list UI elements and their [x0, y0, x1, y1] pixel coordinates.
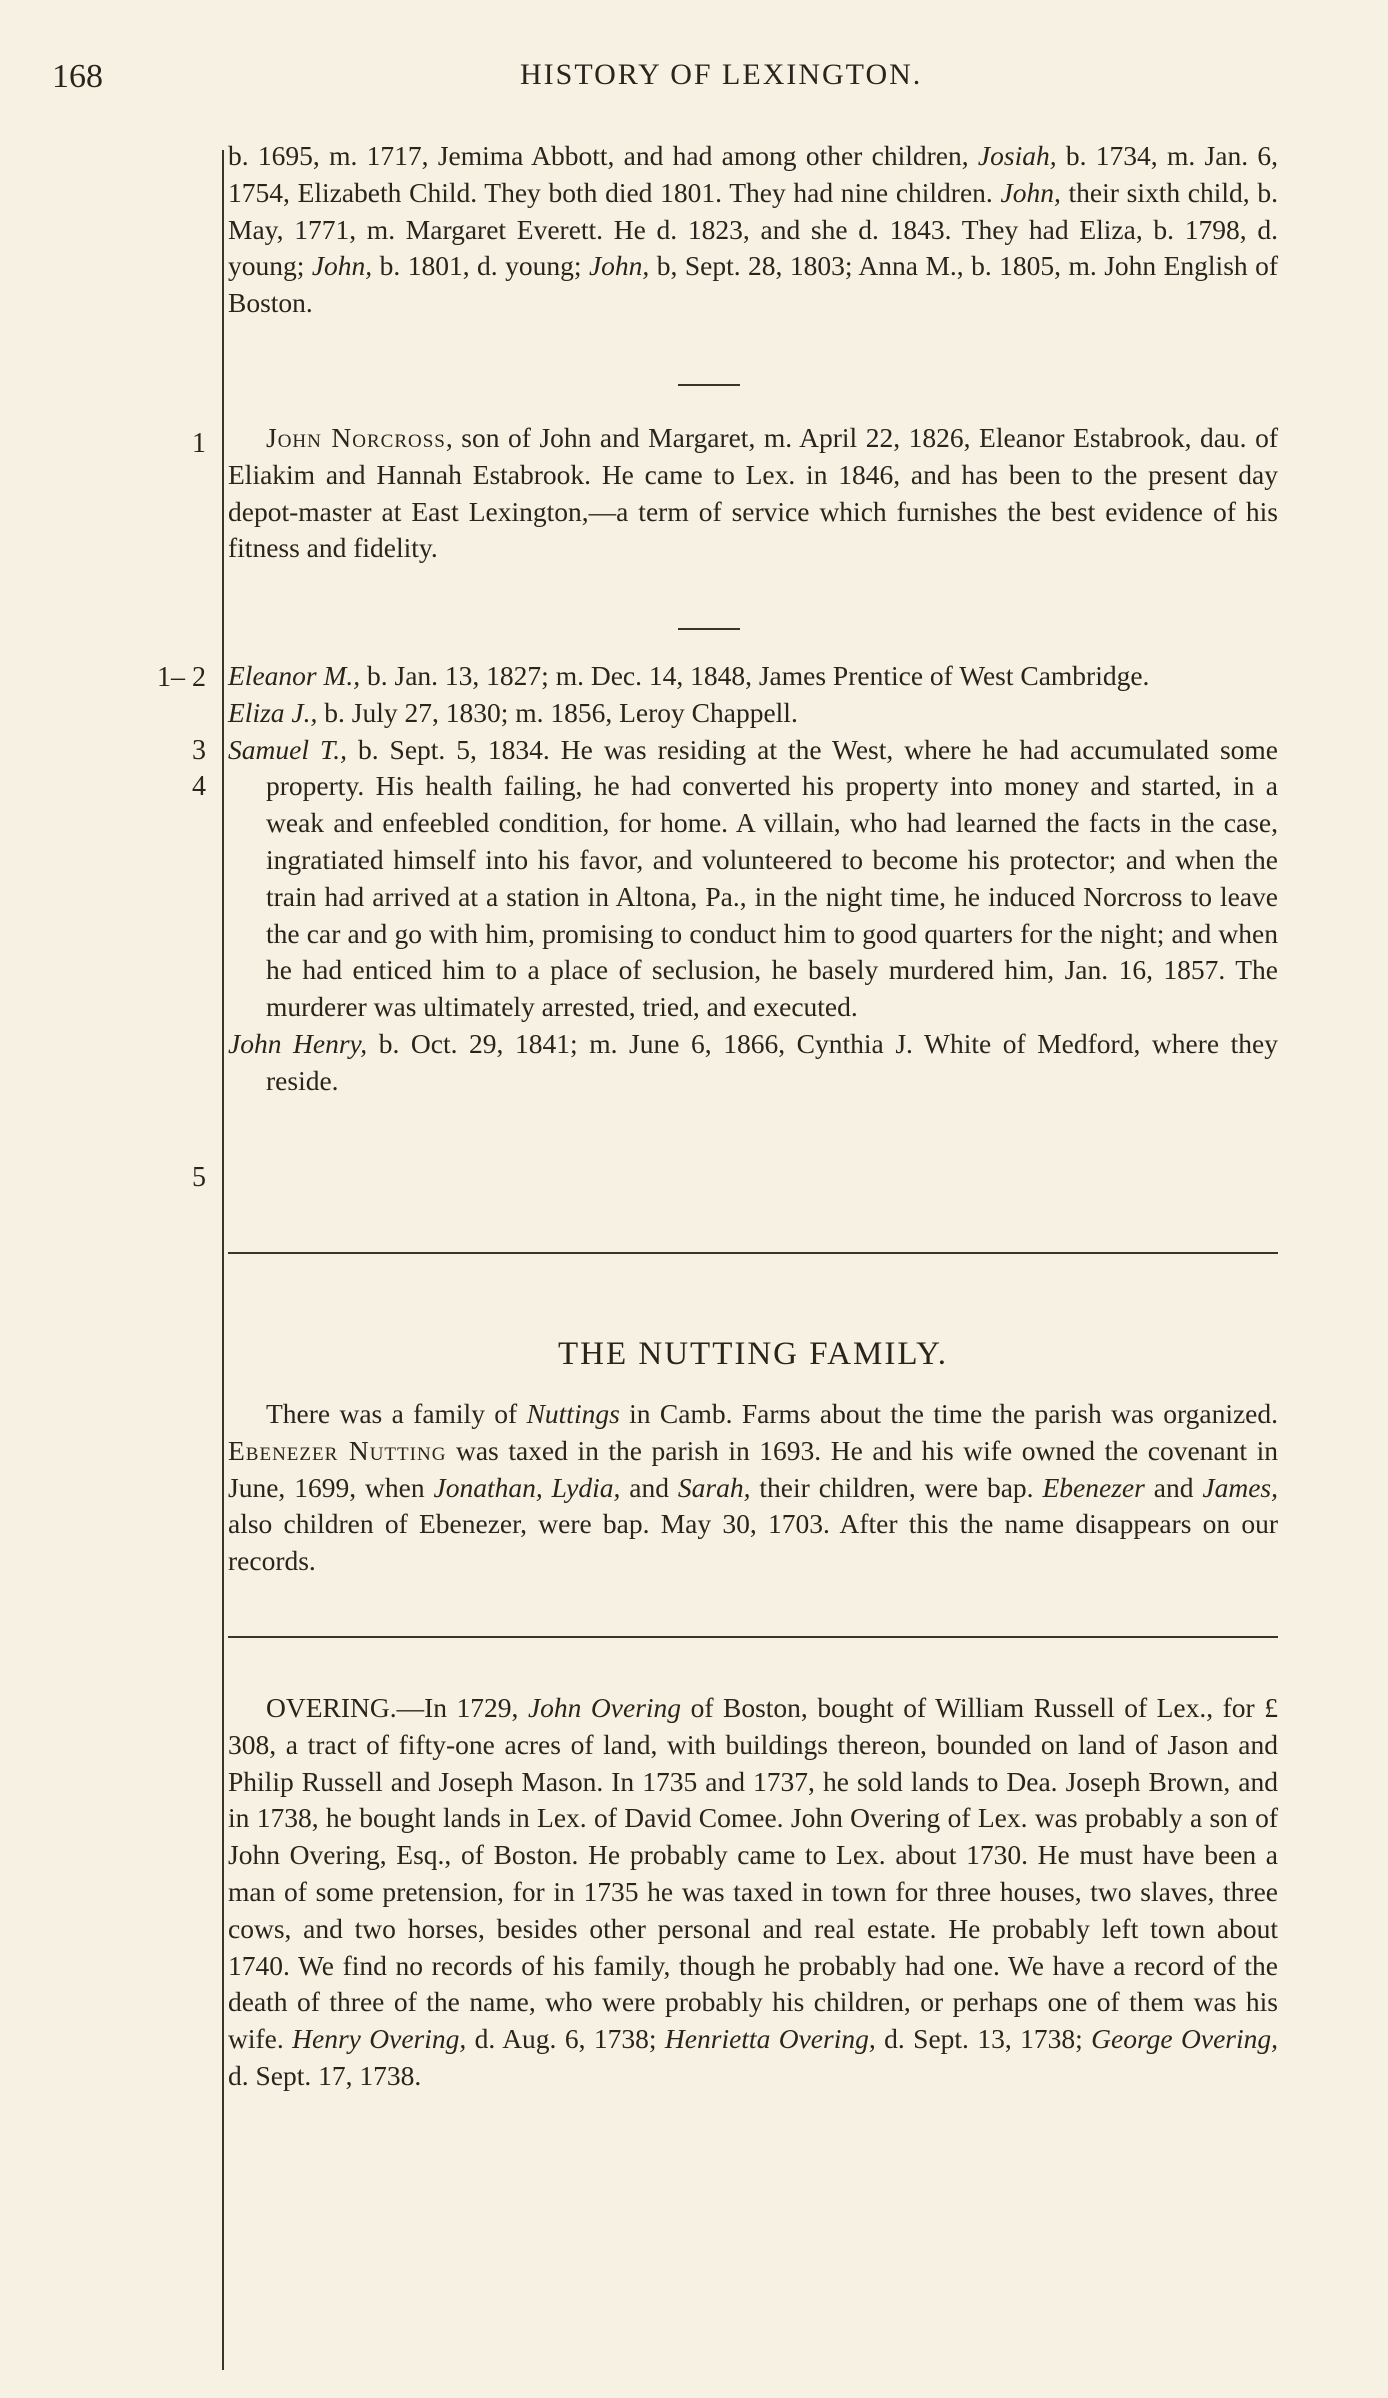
child-entry: Eliza J., b. July 27, 1830; m. 1856, Leroy Chappell. — [228, 696, 798, 728]
running-title: HISTORY OF LEXINGTON. — [520, 58, 923, 91]
gen-marker: 5 — [192, 1162, 206, 1193]
section-divider — [678, 384, 740, 386]
overing-paragraph: OVERING.—In 1729, John Overing of Boston, bought of William Russell of Lex., for £ 308, a tract of fifty-one acres of land, with buildings thereon, bounded on land of Jason and Philip Russell and Joseph Mason. In 1735 and 1737, he sold lands to Dea. Joseph Brown, and in 1738, he bought lands in Lex. of David Comee. John Overing of Lex. was probably a son of John Overing, Esq., of Boston. He probably came to Lex. about 1730. He must have been a man of some pretension, for in 1735 he was taxed in town for three houses, two slaves, three cows, and two horses, besides other personal and real estate. He probably left town about 1740. We find no records of his family, though he probably had one. We have a record of the death of three of the name, who were probably his children, or perhaps one of them was his wife. Henry Overing, d. Aug. 6, 1738; Henrietta Overing, d. Sept. 13, 1738; George Overing, d. Sept. 17, 1738. — [228, 1692, 1279, 2091]
section-lead: OVERING. — [266, 1692, 397, 1723]
child-entry: Samuel T., b. Sept. 5, 1834. He was residing at the West, where he had accumulated some property. His health failing, he had converted his property into money and started, in a weak and enfeebled condition, for home. A villain, who had learned the facts in the case, ingratiated himself into his favor, and volunteered to become his protector; and when the train had arrived at a station in Altona, Pa., in the night time, he induced Norcross to leave the car and go with him, promising to conduct him to good quarters for the night; and when he had enticed him to a place of seclusion, he basely murdered him, Jan. 16, 1857. The murderer was ultimately arrested, tried, and executed. — [228, 733, 1278, 1023]
gen-marker: 3 — [192, 735, 206, 766]
page-number: 168 — [52, 58, 103, 95]
children-list — [228, 658, 1278, 1100]
gen-marker: 4 — [192, 771, 206, 802]
norcross-paragraph: John Norcross, son of John and Margaret, m. April 22, 1826, Eleanor Estabrook, dau. of Eliakim and Hannah Estabrook. He came to Lex. in 1846, and has been to the present day depot-master at East Lexington,—a term of service which furnishes the best evidence of his fitness and fidelity. — [228, 422, 1278, 564]
section-divider — [228, 1636, 1278, 1638]
gen-marker: 1– 2 — [157, 662, 206, 693]
child-entry: John Henry, b. Oct. 29, 1841; m. June 6, 1866, Cynthia J. White of Medford, where they reside. — [228, 1027, 1279, 1096]
margin-rule — [222, 150, 224, 2370]
section-heading: THE NUTTING FAMILY. — [557, 1336, 949, 1372]
intro-paragraph: b. 1695, m. 1717, Jemima Abbott, and had among other children, Josiah, b. 1734, m. Jan. 6, 1754, Elizabeth Child. They both died 1801. They had nine children. John, their sixth child, b. May, 1771, m. Margaret Everett. He d. 1823, and she d. 1843. They had Eliza, b. 1798, d. young; John, b. 1801, d. young; John, b, Sept. 28, 1803; Anna M., b. 1805, m. John English of Boston. — [228, 140, 1279, 319]
section-divider — [228, 1252, 1278, 1254]
gen-marker: 1 — [192, 428, 206, 459]
section-divider — [678, 628, 740, 630]
person-name: John Norcross — [266, 422, 446, 453]
child-entry: Eleanor M., b. Jan. 13, 1827; m. Dec. 14, 1848, James Prentice of West Cambridge. — [228, 660, 1150, 691]
nutting-paragraph: There was a family of Nuttings in Camb. Farms about the time the parish was organized. Ebenezer Nutting was taxed in the parish in 1693. He and his wife owned the covenant in June, 1699, when Jonathan, Lydia, and Sarah, their children, were bap. Ebenezer and James, also children of Ebenezer, were bap. May 30, 1703. After this the name disappears on our records. — [228, 1398, 1278, 1577]
